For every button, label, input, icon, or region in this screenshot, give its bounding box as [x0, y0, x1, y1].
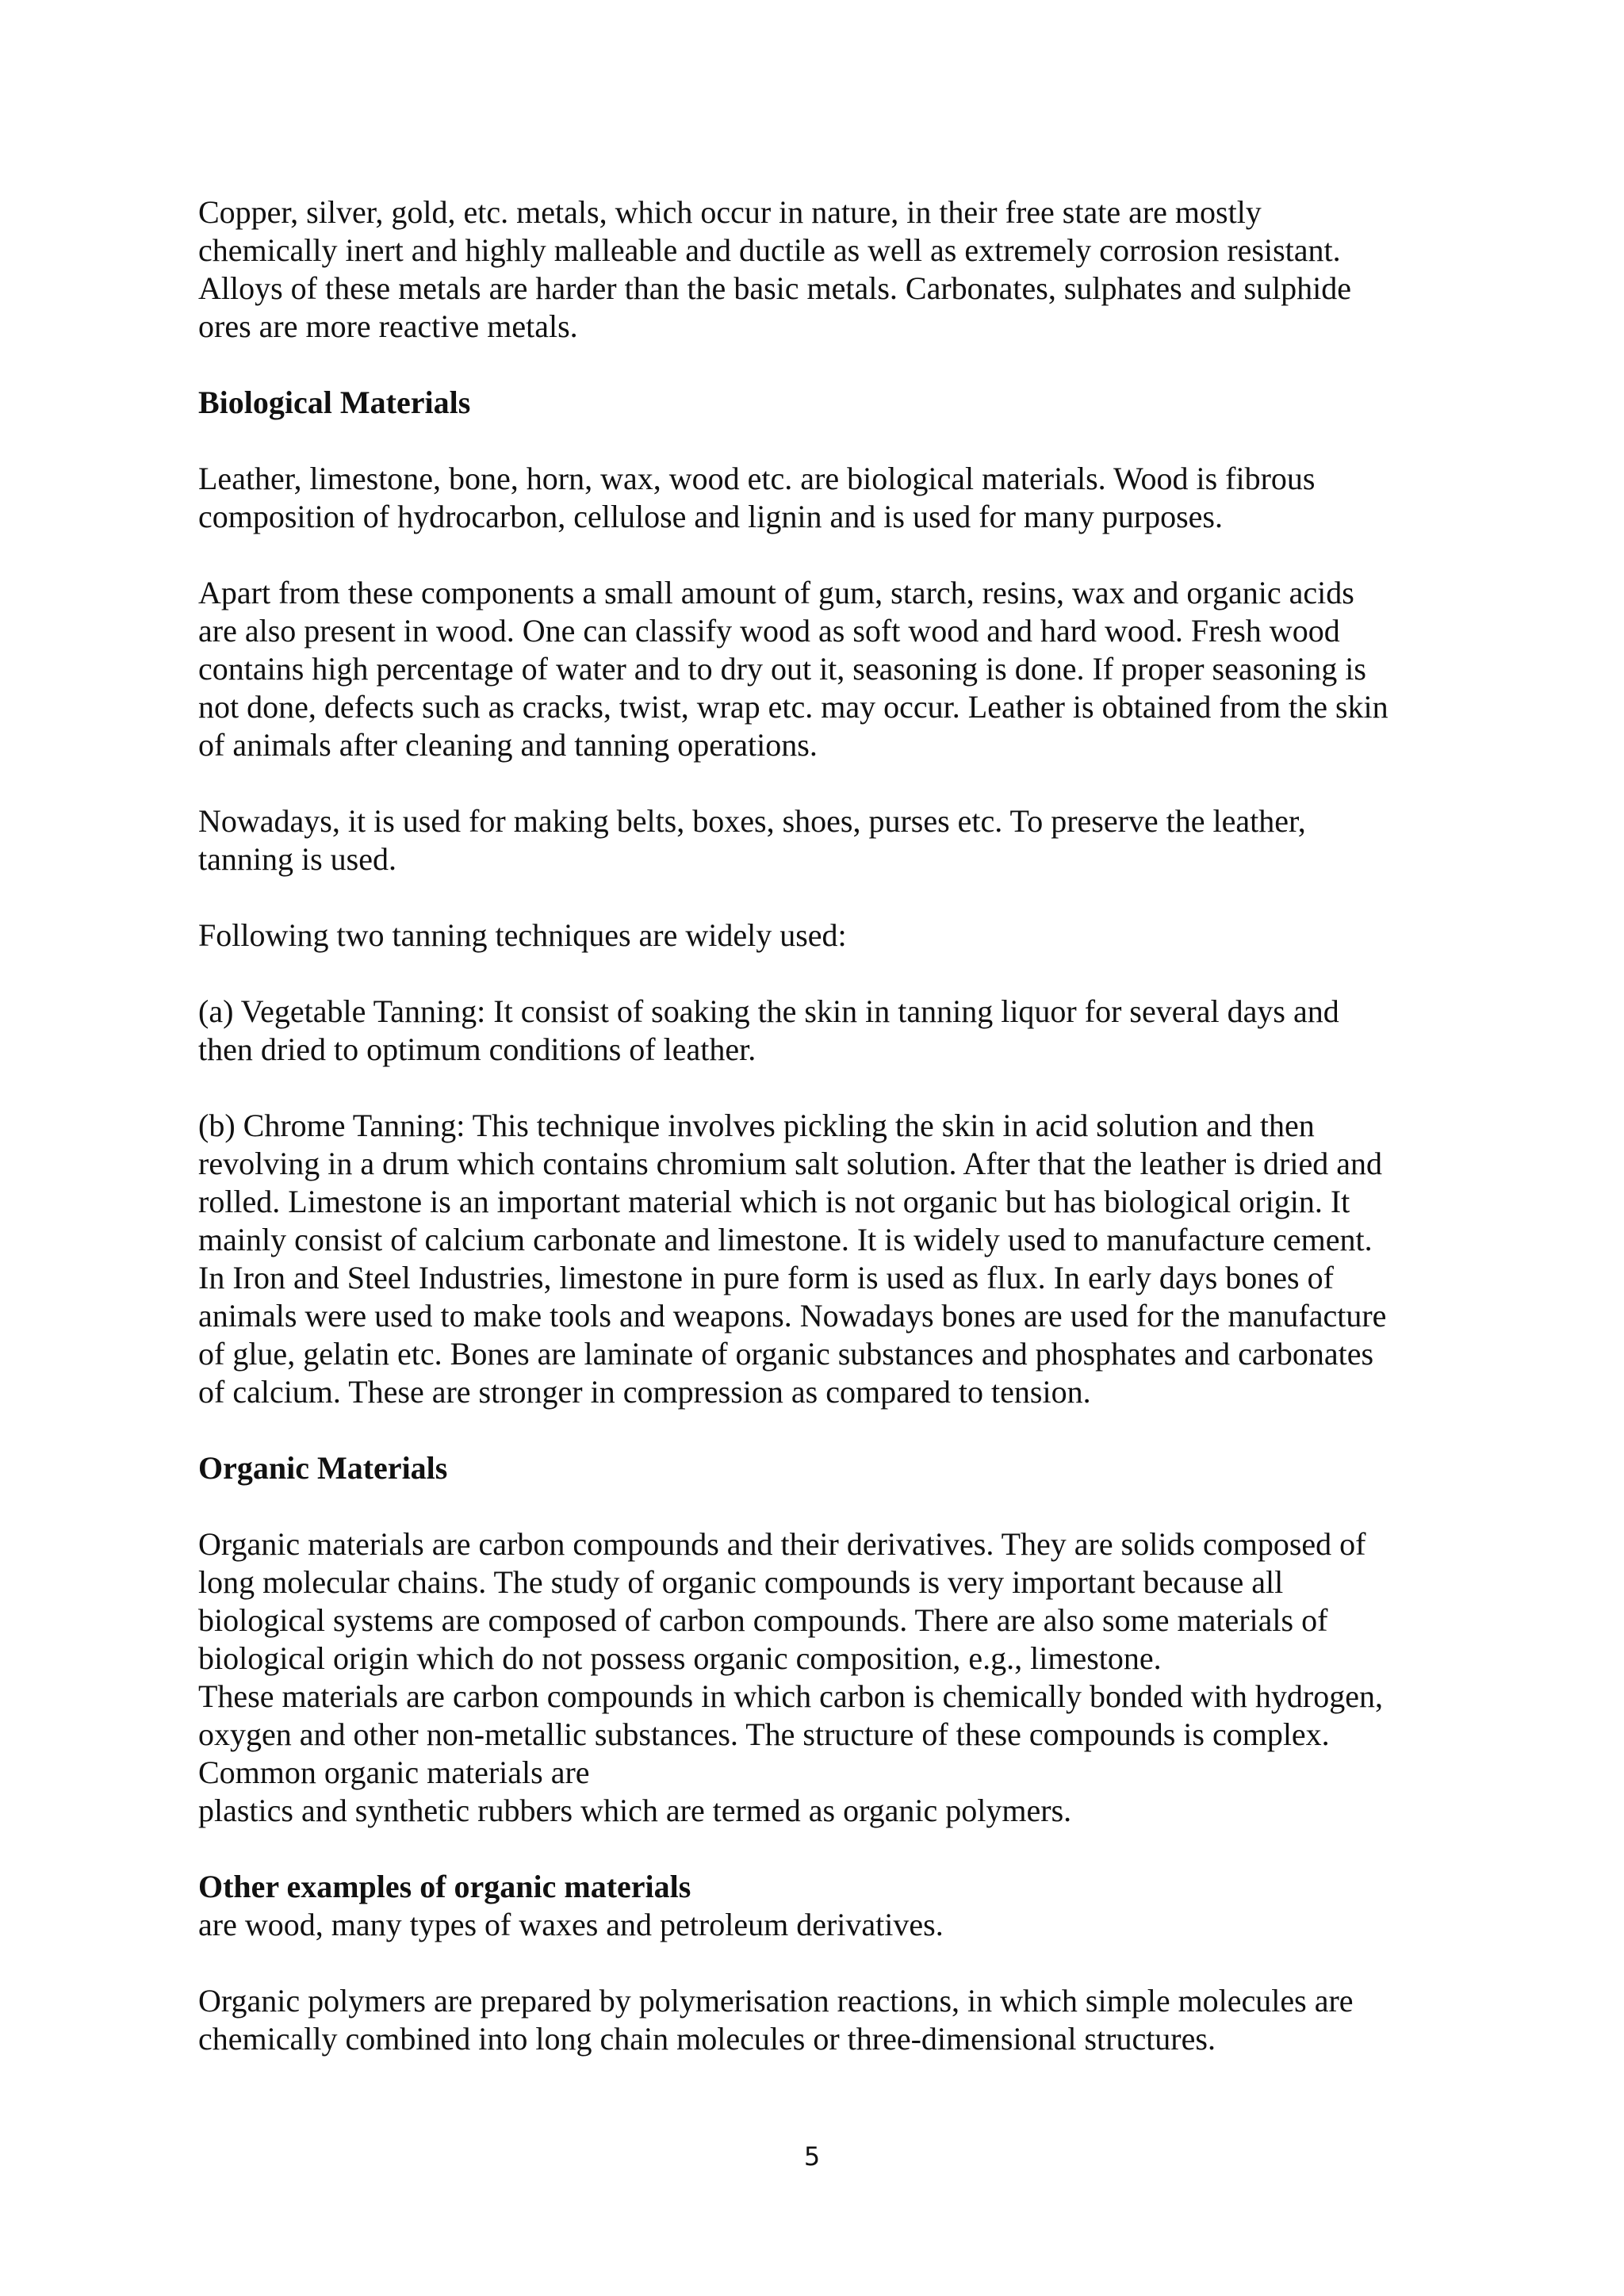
intro-paragraph: Copper, silver, gold, etc. metals, which occur in nature, in their free state are mostly chemically inert and highly malleable and ductile as well as extremely corrosion resistant. Alloys of these metals are harder than the basic metals. Carbonates, sulphates and sulphide ores are more reactive metals. — [198, 194, 1352, 344]
biological-paragraph-3: Nowadays, it is used for making belts, boxes, shoes, purses etc. To preserve the leather, tanning is used. — [198, 803, 1306, 877]
document-page — [198, 193, 1443, 2058]
organic-paragraph-1: Organic materials are carbon compounds and their derivatives. They are solids composed of long molecular chains. The study of organic compounds is very important because all biological systems are composed of carbon compounds. There are also some materials of biological origin which do not possess organic composition, e.g., limestone. These materials are carbon compounds in which carbon is chemically bonded with hydrogen, oxygen and other non-metallic substances. The structure of these compounds is complex. Common organic materials are plastics and synthetic rubbers which are termed as organic polymers. — [198, 1526, 1383, 1828]
other-examples-paragraph: are wood, many types of waxes and petroleum derivatives. — [198, 1907, 944, 1942]
chrome-tanning-paragraph: (b) Chrome Tanning: This technique involves pickling the skin in acid solution and then revolving in a drum which contains chromium salt solution. After that the leather is dried and rolled. Limestone is an important material which is not organic but has biological origin. It mainly consist of calcium carbonate and limestone. It is widely used to manufacture cement. In Iron and Steel Industries, limestone in pure form is used as flux. In early days bones of animals were used to make tools and weapons. Nowadays bones are used for the manufacture of glue, gelatin etc. Bones are laminate of organic substances and phosphates and carbonates of calcium. These are stronger in compression as compared to tension. — [198, 1108, 1387, 1410]
biological-paragraph-2: Apart from these components a small amount of gum, starch, resins, wax and organic acids are also present in wood. One can classify wood as soft wood and hard wood. Fresh wood contains high percentage of water and to dry out it, seasoning is done. If proper seasoning is not done, defects such as cracks, twist, wrap etc. may occur. Leather is obtained from the skin of animals after cleaning and tanning operations. — [198, 575, 1388, 763]
page-number: 5 — [803, 2141, 821, 2172]
organic-polymers-paragraph: Organic polymers are prepared by polymerisation reactions, in which simple molecules are chemically combined into long chain molecules or three-dimensional structures. — [198, 1983, 1354, 2057]
biological-paragraph-4: Following two tanning techniques are widely used: — [198, 917, 847, 953]
vegetable-tanning-paragraph: (a) Vegetable Tanning: It consist of soaking the skin in tanning liquor for several days and then dried to optimum conditions of leather. — [198, 993, 1339, 1067]
organic-materials-heading: Organic Materials — [198, 1450, 448, 1486]
biological-materials-heading: Biological Materials — [198, 385, 471, 420]
biological-paragraph-1: Leather, limestone, bone, horn, wax, wood etc. are biological materials. Wood is fibrous composition of hydrocarbon, cellulose and lignin and is used for many purposes. — [198, 461, 1316, 534]
other-examples-heading: Other examples of organic materials — [198, 1869, 691, 1904]
